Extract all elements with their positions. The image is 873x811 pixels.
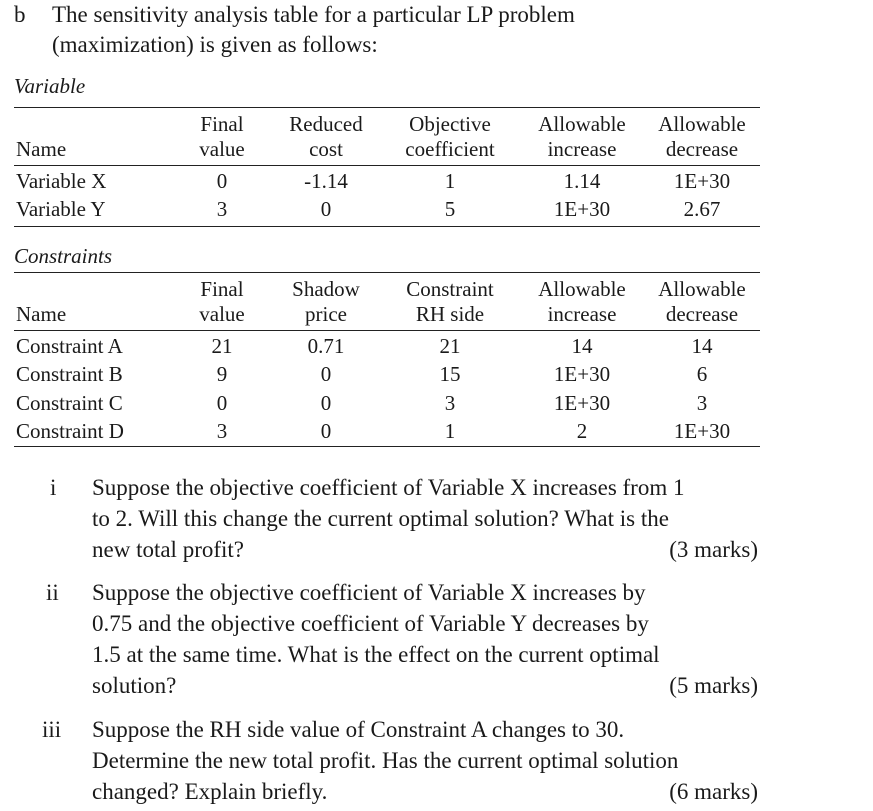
variables-header-rule bbox=[14, 165, 760, 166]
constraints-row-name: Constraint D bbox=[16, 419, 124, 443]
constraints-row-shadow-price: 0 bbox=[320, 419, 332, 443]
constraints-top-rule bbox=[14, 272, 760, 273]
constraints-header-shadow-price: Shadow price bbox=[292, 277, 360, 326]
constraints-row-allowable-increase: 14 bbox=[571, 334, 593, 358]
constraints-section-title: Constraints bbox=[14, 244, 113, 268]
question-text-line: Suppose the objective coefficient of Variable X increases from 1 bbox=[92, 475, 685, 500]
variables-row-allowable-decrease: 1E+30 bbox=[673, 169, 731, 193]
constraints-row-allowable-decrease: 6 bbox=[696, 362, 708, 386]
constraints-header-allowable-decrease: Allowable decrease bbox=[658, 277, 746, 326]
constraints-bottom-rule bbox=[14, 446, 760, 447]
constraints-row-final-value: 21 bbox=[211, 334, 233, 358]
constraints-row-allowable-increase: 1E+30 bbox=[553, 362, 611, 386]
constraints-header-rh-side: Constraint RH side bbox=[406, 277, 494, 326]
variables-header-allowable-increase: Allowable increase bbox=[538, 112, 626, 161]
part-letter: b bbox=[14, 2, 26, 27]
variables-row-name: Variable X bbox=[16, 169, 107, 193]
constraints-header-allowable-increase: Allowable increase bbox=[538, 277, 626, 326]
question-text-line: changed? Explain briefly. bbox=[92, 779, 328, 804]
variables-row-reduced-cost: -1.14 bbox=[304, 169, 348, 193]
question-marks: (3 marks) bbox=[669, 537, 758, 562]
question-text-line: Suppose the objective coefficient of Variable X increases by bbox=[92, 580, 646, 605]
variables-row-allowable-decrease: 2.67 bbox=[683, 197, 721, 221]
constraints-row-rh-side: 3 bbox=[444, 391, 456, 415]
variables-row-objective-coefficient: 1 bbox=[444, 169, 456, 193]
variables-row-reduced-cost: 0 bbox=[320, 197, 332, 221]
variables-row-final-value: 3 bbox=[216, 197, 228, 221]
variables-section-title: Variable bbox=[14, 74, 86, 98]
constraints-row-rh-side: 21 bbox=[439, 334, 461, 358]
constraints-row-shadow-price: 0 bbox=[320, 391, 332, 415]
constraints-row-rh-side: 15 bbox=[439, 362, 461, 386]
variables-row-name: Variable Y bbox=[16, 197, 106, 221]
variables-row-final-value: 0 bbox=[216, 169, 228, 193]
constraints-row-name: Constraint C bbox=[16, 391, 123, 415]
constraints-row-name: Constraint B bbox=[16, 362, 123, 386]
constraints-row-allowable-decrease: 1E+30 bbox=[673, 419, 731, 443]
question-text-line: Suppose the RH side value of Constraint A changes to 30. bbox=[92, 717, 625, 742]
constraints-row-final-value: 3 bbox=[216, 419, 228, 443]
variables-bottom-rule bbox=[14, 226, 760, 227]
question-number: ii bbox=[46, 580, 59, 605]
variables-row-allowable-increase: 1.14 bbox=[563, 169, 601, 193]
variables-header-reduced-cost: Reduced cost bbox=[289, 112, 363, 161]
variables-header-name: Name bbox=[16, 137, 67, 161]
question-text-line: Determine the new total profit. Has the current optimal solution bbox=[92, 748, 679, 773]
constraints-row-final-value: 0 bbox=[216, 391, 228, 415]
constraints-row-allowable-increase: 1E+30 bbox=[553, 391, 611, 415]
intro-line-1: The sensitivity analysis table for a particular LP problem bbox=[52, 2, 575, 27]
variables-row-allowable-increase: 1E+30 bbox=[553, 197, 611, 221]
constraints-header-final-value: Final value bbox=[199, 277, 245, 326]
question-marks: (6 marks) bbox=[669, 779, 758, 804]
question-number: iii bbox=[42, 717, 62, 742]
constraints-row-rh-side: 1 bbox=[444, 419, 456, 443]
variables-header-final-value: Final value bbox=[199, 112, 245, 161]
constraints-row-allowable-increase: 2 bbox=[576, 419, 588, 443]
question-text-line: to 2. Will this change the current optimal solution? What is the bbox=[92, 506, 669, 531]
question-text-line: new total profit? bbox=[92, 537, 245, 562]
constraints-header-name: Name bbox=[16, 302, 67, 326]
question-number: i bbox=[50, 475, 57, 500]
question-text-line: 1.5 at the same time. What is the effect on the current optimal bbox=[92, 642, 660, 667]
constraints-row-allowable-decrease: 3 bbox=[696, 391, 708, 415]
question-marks: (5 marks) bbox=[669, 673, 758, 698]
constraints-header-rule bbox=[14, 330, 760, 331]
intro-line-2: (maximization) is given as follows: bbox=[52, 32, 378, 57]
constraints-row-shadow-price: 0 bbox=[320, 362, 332, 386]
variables-header-allowable-decrease: Allowable decrease bbox=[658, 112, 746, 161]
constraints-row-final-value: 9 bbox=[216, 362, 228, 386]
question-text-line: solution? bbox=[92, 673, 177, 698]
constraints-row-shadow-price: 0.71 bbox=[307, 334, 345, 358]
variables-top-rule bbox=[14, 107, 760, 108]
constraints-row-name: Constraint A bbox=[16, 334, 123, 358]
constraints-row-allowable-decrease: 14 bbox=[691, 334, 713, 358]
question-text-line: 0.75 and the objective coefficient of Variable Y decreases by bbox=[92, 611, 649, 636]
variables-header-objective-coefficient: Objective coefficient bbox=[405, 112, 495, 161]
variables-row-objective-coefficient: 5 bbox=[444, 197, 456, 221]
